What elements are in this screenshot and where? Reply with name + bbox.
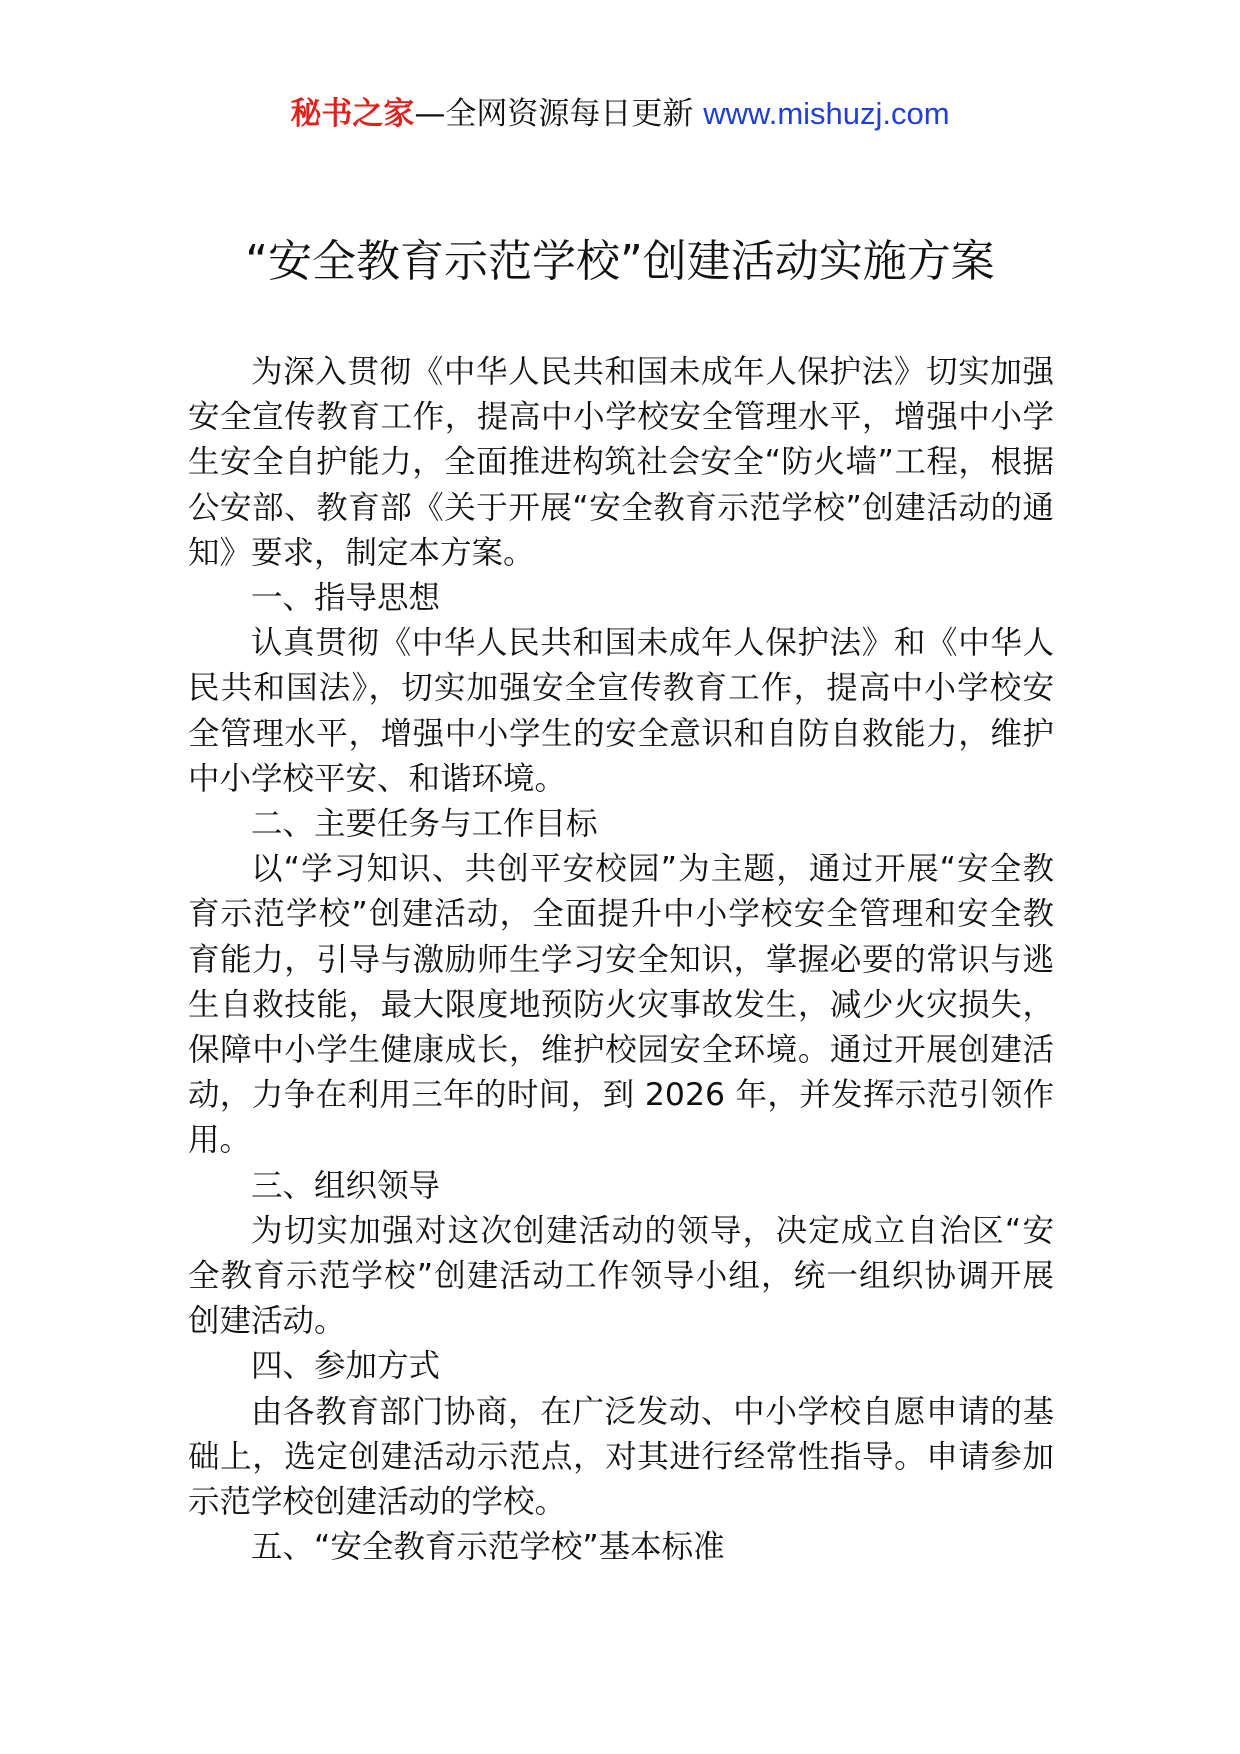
section-paragraph-main-tasks: 以“学习知识、共创平安校园”为主题，通过开展“安全教育示范学校”创建活动，全面提升中小学校安全管理和安全教育能力，引导与激励师生学习安全知识，掌握必要的常识与逃生自救技能，最大限度地预防火灾事故发生，减少火灾损失，保障中小学生健康成长，维护校园安全环境。通过开展创建活动，力争在利用三年的时间，到 2026 年，并发挥示范引领作用。 <box>188 851 1054 1159</box>
site-header <box>0 92 1240 136</box>
section-paragraph-participation: 由各教育部门协商，在广泛发动、中小学校自愿申请的基础上，选定创建活动示范点，对其进行经常性指导。申请参加示范学校创建活动的学校。 <box>188 1393 1054 1521</box>
section-paragraph-guiding-ideology: 认真贯彻《中华人民共和国未成年人保护法》和《中华人民共和国法》，切实加强安全宣传教育工作，提高中小学校安全管理水平，增强中小学生的安全意识和自防自救能力，维护中小学校平安、和谐环境。 <box>188 625 1054 797</box>
document-body <box>188 350 1054 1570</box>
section-heading-main-tasks: 二、主要任务与工作目标 <box>251 806 598 843</box>
section-paragraph-organization: 为切实加强对这次创建活动的领导，决定成立自治区“安全教育示范学校”创建活动工作领导小组，统一组织协调开展创建活动。 <box>188 1212 1054 1340</box>
section-heading-participation: 四、参加方式 <box>251 1348 441 1385</box>
brand-name: 秘书之家 <box>290 96 415 132</box>
site-url-link[interactable]: www.mishuzj.com <box>703 96 950 131</box>
intro-paragraph: 为深入贯彻《中华人民共和国未成年人保护法》切实加强安全宣传教育工作，提高中小学校安全管理水平，增强中小学生安全自护能力，全面推进构筑社会安全“防火墙”工程，根据公安部、教育部《关于开展“安全教育示范学校”创建活动的通知》要求，制定本方案。 <box>188 354 1054 571</box>
section-heading-guiding-ideology: 一、指导思想 <box>251 580 441 617</box>
document-title: “安全教育示范学校”创建活动实施方案 <box>245 236 995 287</box>
header-tagline: —全网资源每日更新 <box>414 96 694 132</box>
section-heading-organization: 三、组织领导 <box>251 1167 441 1204</box>
section-heading-basic-standards: 五、“安全教育示范学校”基本标准 <box>251 1529 725 1566</box>
